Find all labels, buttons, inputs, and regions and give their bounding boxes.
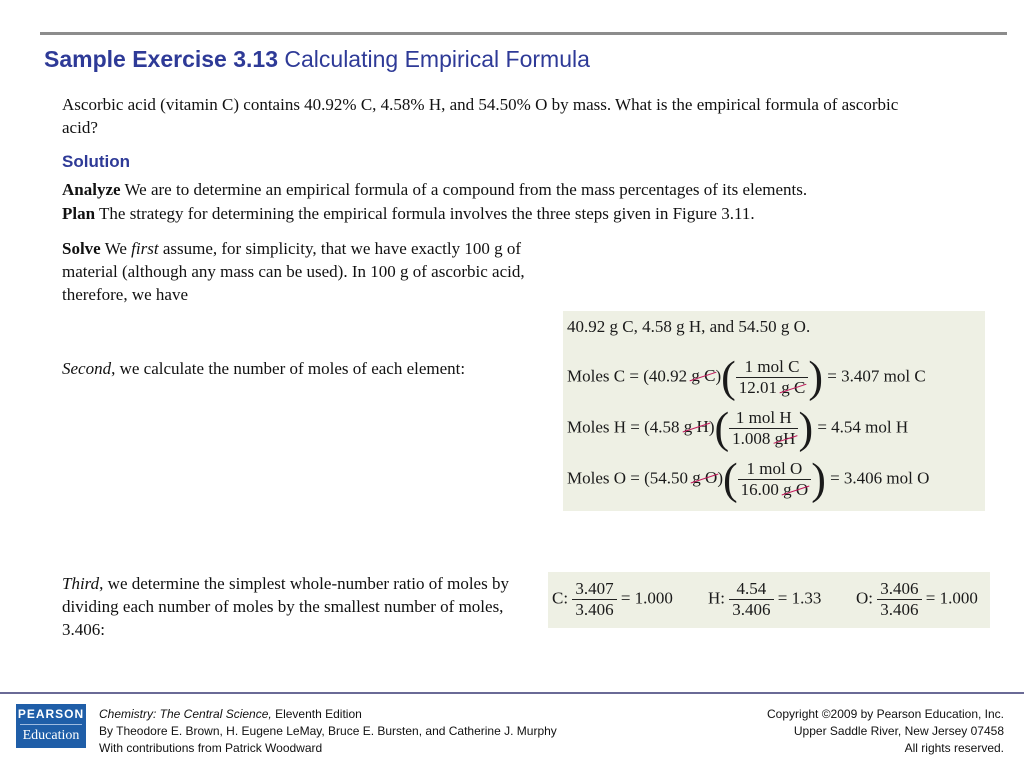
mole-ratio-figure (548, 572, 990, 628)
third-text: , we determine the simplest whole-number ratio of moles by dividing each number of moles by the smallest number of moles, 3.406: (62, 574, 509, 639)
book-edition: Eleventh Edition (271, 707, 362, 721)
moles-h-fraction: $\frac{\text{1 mol H}}{1.008 gH}$ (729, 408, 798, 449)
solve-pre: We (104, 239, 127, 258)
footer-copyright: Copyright ©2009 by Pearson Education, Inc. Upper Saddle River, New Jersey 07458 All rights reserved. (767, 707, 1004, 755)
ratio-c: C: $\frac{3.407}{3.406}$ = 1.000 (552, 579, 673, 619)
footer-rule (0, 692, 1024, 694)
moles-c-fraction: $\frac{\text{1 mol C}}{\text{12.01 g C}}$ (736, 357, 809, 398)
third-paragraph (62, 572, 522, 641)
footer-citation (99, 706, 557, 757)
slide-title (44, 46, 590, 73)
analyze-text: We are to determine an empirical formula of a compound from the mass percentages of its elements. (124, 180, 808, 199)
analyze-label: Analyze (62, 180, 121, 199)
pearson-logo: PEARSON Education (16, 704, 86, 748)
second-text: , we calculate the number of moles of each element: (111, 359, 466, 378)
second-paragraph (62, 357, 542, 380)
masses-line: 40.92 g C, 4.58 g H, and 54.50 g O. (567, 317, 811, 336)
solve-paragraph (62, 237, 532, 306)
solve-emph: first (131, 239, 159, 258)
moles-h-equation: Moles H = (4.58 g H)( $\frac{\text{1 mol H}}{1.008 gH}$ ) = 4.54 mol H (567, 403, 909, 453)
book-authors: By Theodore E. Brown, H. Eugene LeMay, Bruce E. Bursten, and Catherine J. Murphy (99, 724, 557, 738)
plan-paragraph (62, 202, 962, 225)
book-title: Chemistry: The Central Science, (99, 707, 272, 721)
analyze-paragraph (62, 178, 962, 201)
title-topic: Calculating Empirical Formula (284, 46, 590, 72)
moles-c-equation: Moles C = (40.92 g C)( $\frac{\text{1 mol C}}{\text{12.01 g C}}$ ) = 3.407 mol C (567, 352, 926, 402)
plan-text: The strategy for determining the empirical formula involves the three steps given in Figure 3.11. (99, 204, 755, 223)
second-emph: Second (62, 359, 112, 378)
solve-text: assume, for simplicity, that we have exactly 100 g of material (although any mass can be used). In 100 g of ascorbic acid, therefore, we have (62, 239, 525, 304)
solve-label: Solve (62, 239, 101, 258)
ratio-h: H: $\frac{4.54}{3.406}$ = 1.33 (708, 579, 822, 619)
title-rule (40, 32, 1007, 35)
plan-label: Plan (62, 204, 96, 223)
title-exercise-number: Sample Exercise 3.13 (44, 46, 278, 72)
solution-heading: Solution (62, 152, 130, 171)
ratio-o: O: $\frac{3.406}{3.406}$ = 1.000 (856, 579, 978, 619)
problem-statement: Ascorbic acid (vitamin C) contains 40.92% C, 4.58% H, and 54.50% O by mass. What is the empirical formula of ascorbic acid? (62, 95, 899, 137)
moles-calculation-figure (563, 311, 985, 511)
moles-o-fraction: $\frac{\text{1 mol O}}{\text{16.00 g O}}$ (738, 459, 812, 500)
moles-o-equation: Moles O = (54.50 g O)( $\frac{\text{1 mol O}}{\text{16.00 g O}}$ ) = 3.406 mol O (567, 454, 930, 504)
book-contributors: With contributions from Patrick Woodward (99, 741, 323, 755)
third-emph: Third (62, 574, 100, 593)
